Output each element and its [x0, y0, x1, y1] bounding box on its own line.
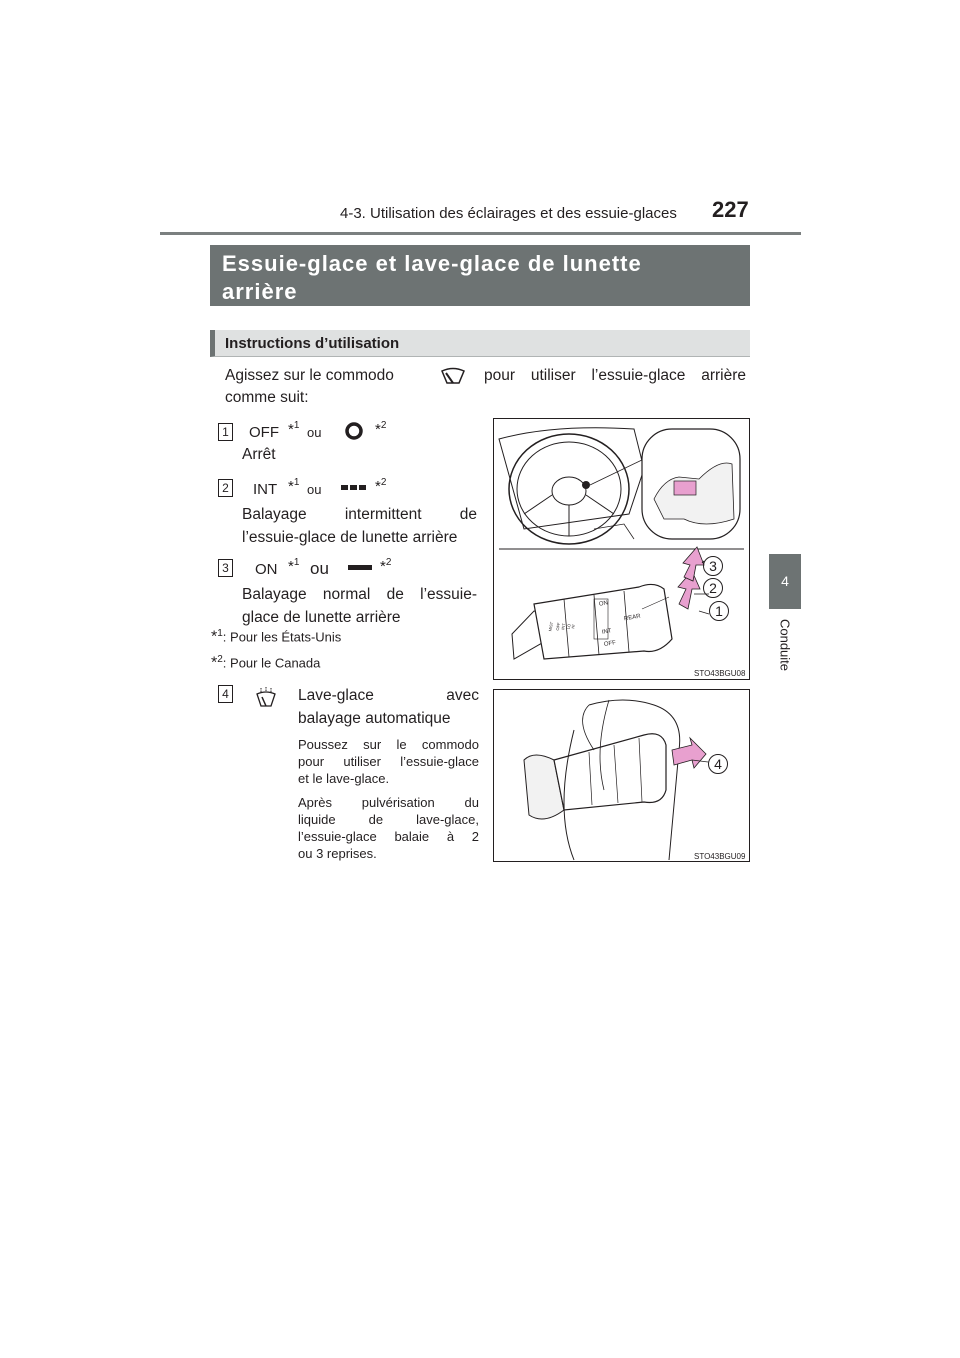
washer-icon: [255, 686, 277, 710]
footnote-marker: [375, 477, 386, 495]
circle-off-icon: [343, 420, 365, 442]
switch-label-mist: MIST: [547, 621, 555, 632]
figure-washer-push: [493, 689, 750, 862]
section-header: 4-3. Utilisation des éclairages et des essuie-glaces: [340, 205, 677, 222]
int-label: INT: [253, 481, 278, 498]
page-number: 227: [712, 197, 749, 222]
item-desc-3-line-1: Balayage normal de l’essuie-: [242, 586, 477, 603]
intro-part-1: Agissez sur le commodo: [225, 367, 394, 384]
sup: 2: [385, 557, 392, 568]
sup: 1: [293, 557, 300, 568]
footnote-marker: [380, 557, 391, 575]
on-label: ON: [255, 561, 278, 578]
item-desc-2-line-1: Balayage intermittent de: [242, 506, 477, 523]
rear-wiper-icon: [440, 367, 466, 387]
footnote-marker: [288, 477, 299, 495]
callout-1: 1: [709, 601, 729, 621]
asterisk: *: [211, 628, 218, 646]
item-number-4: 4: [218, 685, 233, 703]
sup: 2: [380, 420, 387, 431]
sup: 1: [293, 420, 300, 431]
switch-label-lo: LO: [565, 623, 572, 630]
chapter-tab: 4: [769, 554, 801, 609]
conj-ou: ou: [307, 482, 322, 497]
callout-4: 4: [708, 754, 728, 774]
item4-p2-line-3: l’essuie-glace balaie à 2: [298, 829, 479, 844]
footnote-marker: [288, 420, 299, 438]
callout-2: 2: [703, 578, 723, 598]
item4-p2-line-1: Après pulvérisation du: [298, 795, 479, 810]
switch-label-rear: REAR: [623, 613, 642, 623]
asterisk: *: [375, 421, 381, 438]
figure-code: STO43BGU09: [694, 852, 746, 861]
item4-title-line-1: Lave-glace avec: [298, 687, 479, 704]
footnote-marker: [375, 420, 386, 438]
item-desc-3-line-2: glace de lunette arrière: [242, 609, 401, 626]
item4-p1-line-2: pour utiliser l’essuie-glace: [298, 754, 479, 769]
sup: 1: [217, 628, 223, 639]
asterisk: *: [288, 478, 294, 495]
sup: 2: [380, 477, 387, 488]
footnote-2: [211, 654, 320, 672]
conj-ou: ou: [307, 425, 322, 440]
switch-label-off2: OFF: [554, 622, 562, 631]
item4-p2-line-2: liquide de lave-glace,: [298, 812, 479, 827]
chapter-label: [768, 610, 802, 680]
asterisk: *: [375, 478, 381, 495]
switch-label-int2: INT: [560, 622, 567, 631]
footnote-text: : Pour les États-Unis: [222, 629, 342, 645]
callout-3: 3: [703, 556, 723, 576]
item4-p1-line-3: et le lave-glace.: [298, 771, 390, 786]
item4-p1-line-1: Poussez sur le commodo: [298, 737, 479, 752]
item-desc-2-line-2: l’essuie-glace de lunette arrière: [242, 529, 458, 546]
asterisk: *: [211, 654, 218, 672]
sup: 2: [217, 654, 223, 665]
item-number-1: 1: [218, 423, 233, 441]
figure-1-illustration: [494, 419, 749, 679]
header-rule: [160, 232, 801, 235]
sup: 1: [293, 477, 300, 488]
title-line-2: arrière: [222, 279, 298, 304]
footnote-1: [211, 628, 341, 646]
asterisk: *: [380, 558, 386, 575]
switch-label-on: ON: [598, 600, 609, 608]
chapter-label-text: Conduite: [777, 618, 793, 672]
figure-wiper-switch: [493, 418, 750, 680]
asterisk: *: [288, 558, 294, 575]
footnote-text: : Pour le Canada: [222, 655, 321, 671]
dashed-bar-icon: [340, 484, 368, 492]
switch-label-hi: HI: [570, 624, 576, 629]
switch-label-off: OFF: [603, 640, 617, 648]
section-title: [210, 245, 750, 306]
conj-ou: ou: [310, 559, 329, 578]
asterisk: *: [288, 421, 294, 438]
item4-title-line-2: balayage automatique: [298, 710, 451, 727]
title-line-1: Essuie-glace et lave-glace de lunette: [222, 251, 642, 276]
off-label: OFF: [249, 424, 279, 441]
intro-part-2: pour utiliser l’essuie-glace arrière: [484, 367, 746, 384]
item-number-2: 2: [218, 479, 233, 497]
figure-2-illustration: [494, 690, 749, 861]
footnote-marker: [288, 557, 299, 575]
figure-code: STO43BGU08: [694, 669, 746, 678]
item4-p2-line-4: ou 3 reprises.: [298, 846, 377, 861]
solid-bar-icon: [348, 565, 372, 571]
intro-part-3: comme suit:: [225, 389, 309, 406]
item-desc-1: Arrêt: [242, 446, 276, 463]
subsection-title: Instructions d’utilisation: [210, 330, 750, 357]
switch-label-int: INT: [601, 628, 613, 636]
item-number-3: 3: [218, 559, 233, 577]
